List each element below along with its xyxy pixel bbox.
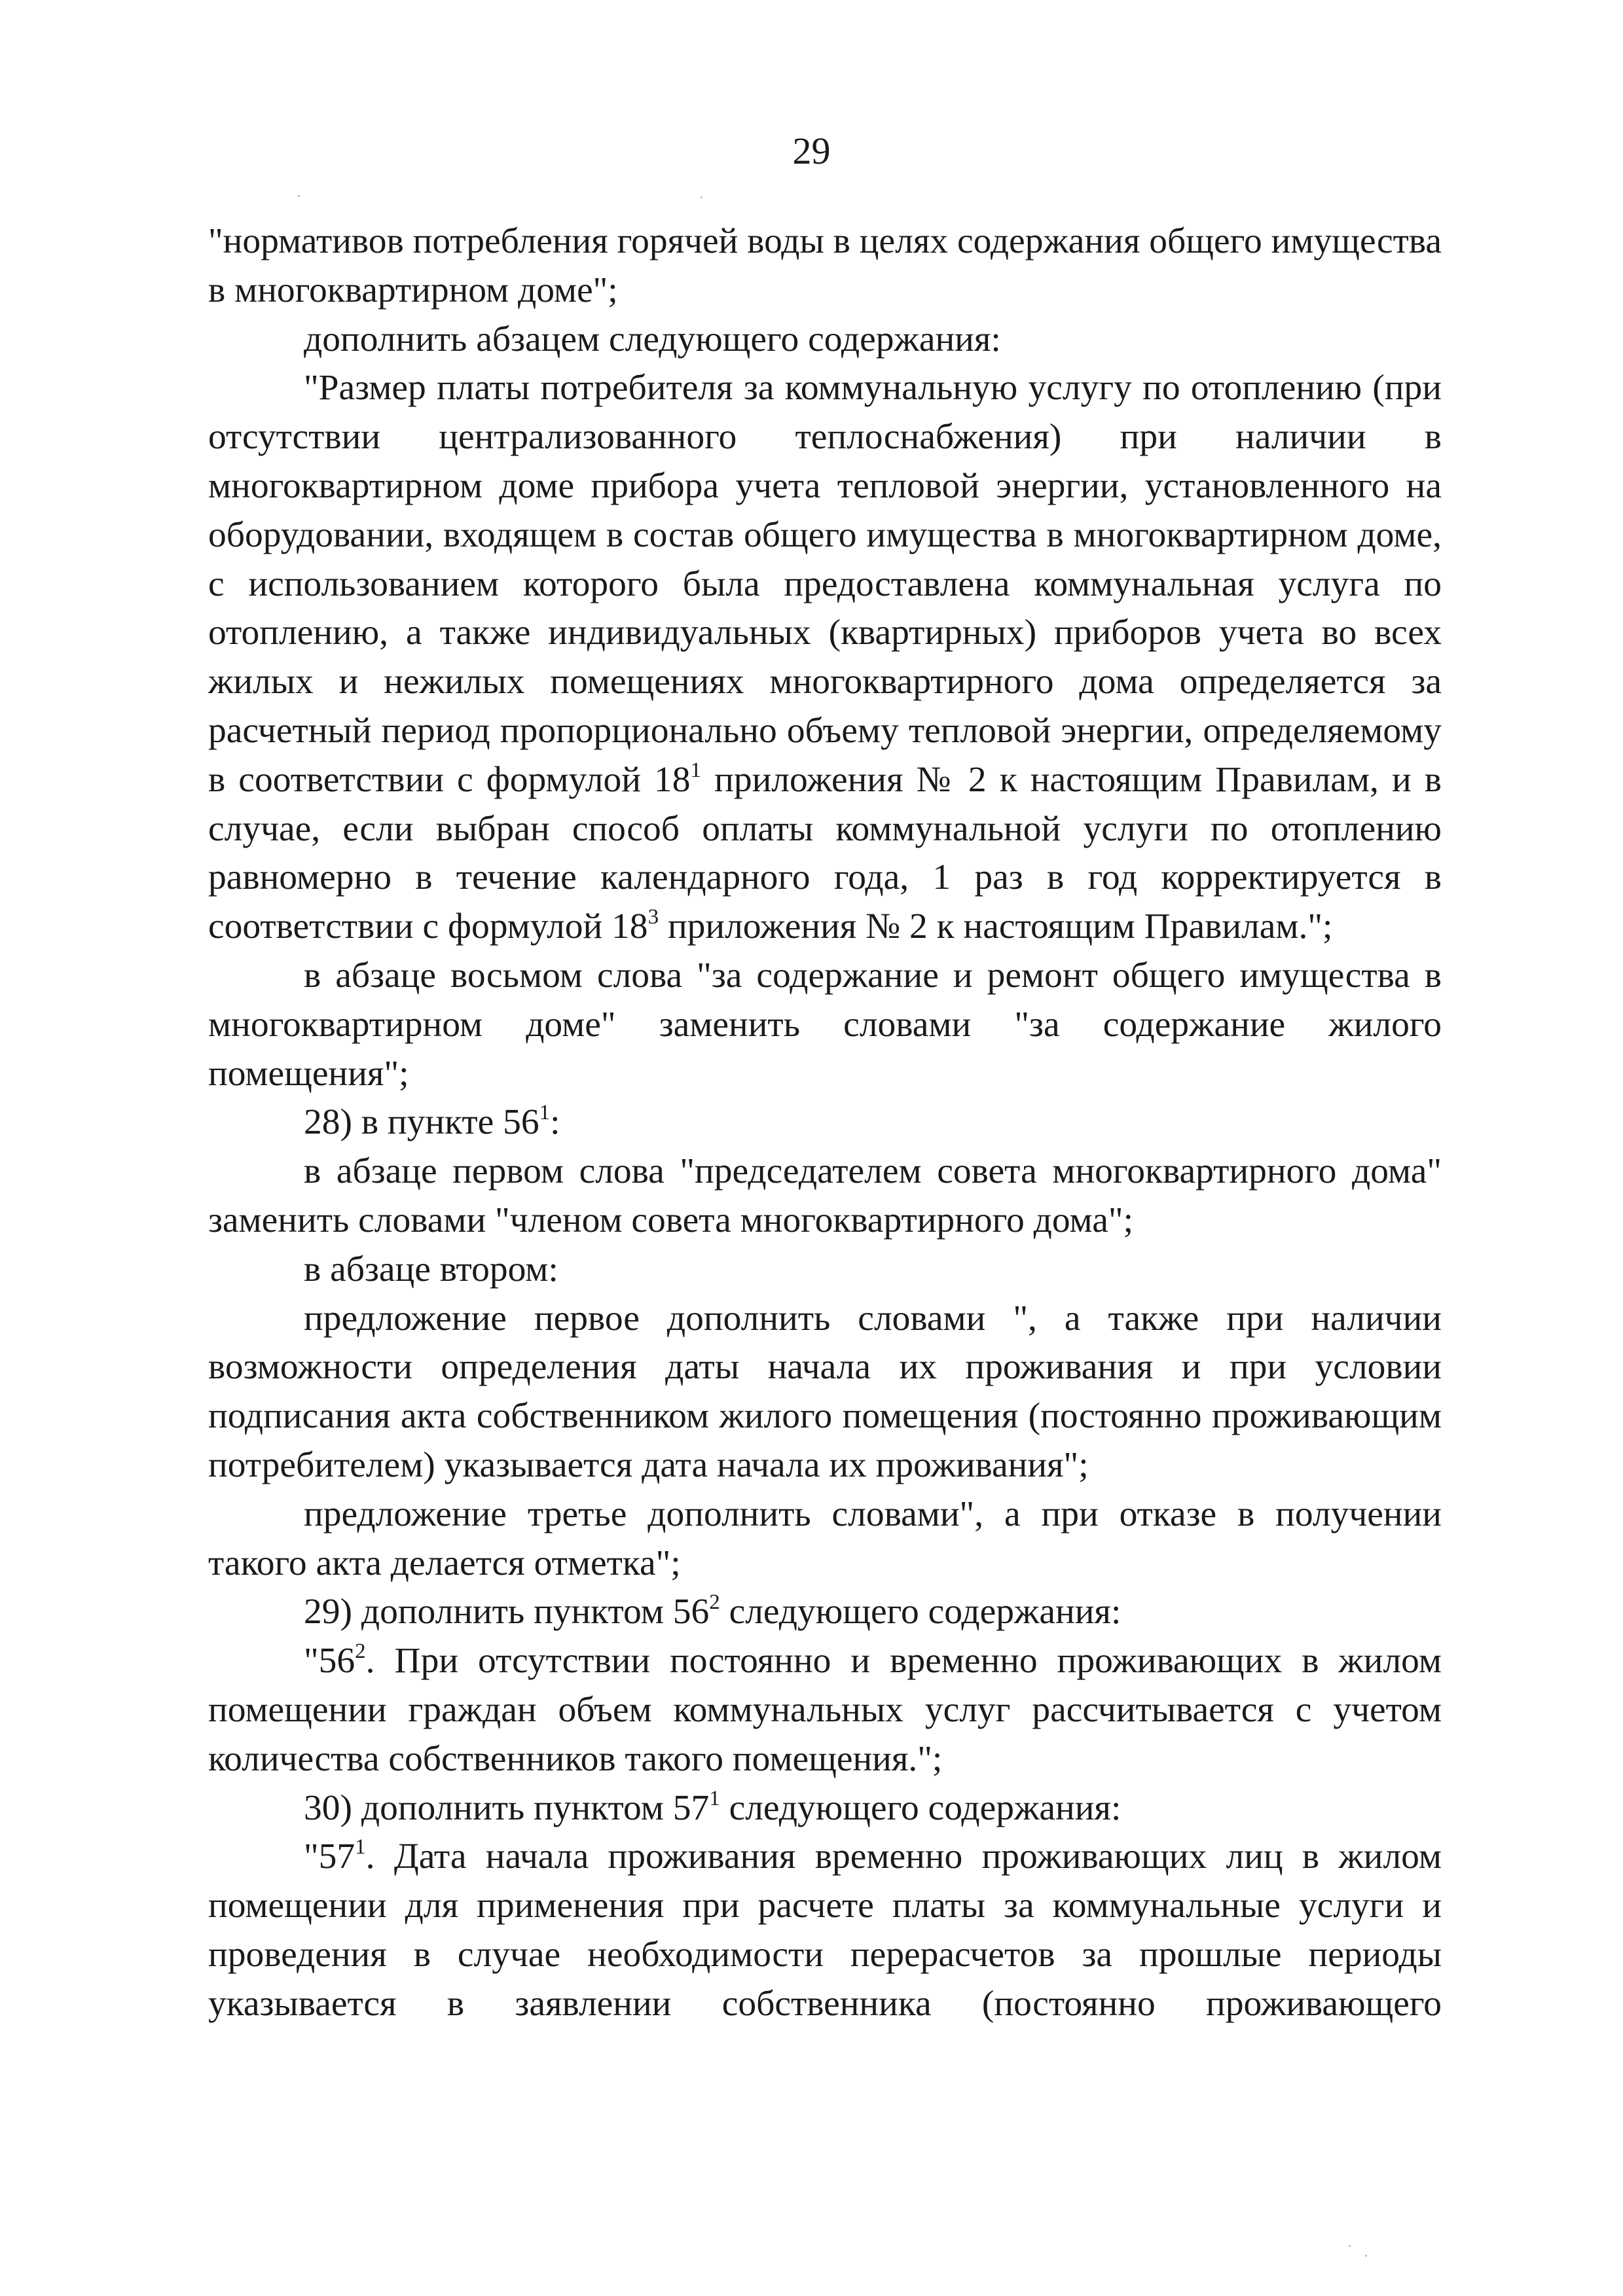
paragraph-3-part-1: "Размер платы потребителя за коммунальную услугу по отоплению (при отсутствии централизованного теплоснабжения) при наличии в многоквартирном доме прибора учета тепловой энергии, установленного на оборудовании, входящем в состав общего имущества в многоквартирном доме, с использованием которого была предоставлена коммунальная услуга по отоплению, а также индивидуальных (квартирных) приборов учета во всех жилых и нежилых помещениях многоквартирного дома определяется за расчетный период пропорционально объему тепловой энергии, определяемому в соответствии с формулой 18 [208, 368, 1442, 800]
paragraph-7: в абзаце втором: [304, 1249, 558, 1289]
paragraph-11-part-1: "56 [304, 1641, 356, 1681]
scan-speck [298, 195, 300, 197]
paragraph-5 [208, 1098, 1442, 1147]
paragraph-3 [208, 364, 1442, 952]
paragraph-3-part-3: приложения № 2 к настоящим Правилам."; [659, 906, 1333, 947]
paragraph-13 [208, 1833, 1442, 2028]
item-28-colon: : [550, 1102, 560, 1143]
paragraph-8: предложение первое дополнить словами ", а также при наличии возможности определения даты начала их проживания и при условии подписания акта собственником жилого помещения (постоянно проживающим потребителем) указывается дата начала их проживания"; [208, 1298, 1442, 1485]
paragraph-12 [208, 1784, 1442, 1833]
paragraph-4: в абзаце восьмом слова "за содержание и ремонт общего имущества в многоквартирном доме" заменить словами "за содержание жилого помещения"; [208, 955, 1442, 1094]
paragraph-11-part-2: . При отсутствии постоянно и временно проживающих в жилом помещении граждан объем коммунальных услуг рассчитывается с учетом количества собственников такого помещения."; [208, 1641, 1442, 1779]
superscript: 2 [709, 1590, 720, 1615]
paragraph-13-part-2: . Дата начала проживания временно проживающих лиц в жилом помещении для применения при расчете платы за коммунальные услуги и проведения в случае необходимости перерасчетов за прошлые периоды указывается в заявлении собственника (постоянно проживающего [208, 1837, 1442, 2024]
paragraph-1: "нормативов потребления горячей воды в целях содержания общего имущества в многоквартирном доме"; [208, 221, 1442, 310]
paragraph-6: в абзаце первом слова "председателем совета многоквартирного дома" заменить словами "членом совета многоквартирного дома"; [208, 1151, 1442, 1240]
superscript: 2 [355, 1640, 366, 1664]
superscript: 1 [539, 1101, 551, 1125]
item-30-tail: следующего содержания: [720, 1787, 1122, 1828]
scan-speck [701, 196, 702, 198]
paragraph-9: предложение третье дополнить словами", а при отказе в получении такого акта делается отметка"; [208, 1494, 1442, 1583]
item-28-heading: 28) в пункте 56 [304, 1102, 539, 1143]
paragraph-11 [208, 1637, 1442, 1784]
paragraph-13-part-1: "57 [304, 1837, 356, 1877]
paragraph-3-part-2: приложения № 2 к настоящим Правилам, и в случае, если выбран способ оплаты коммунальной услуги по отоплению равномерно в течение календарного года, 1 раз в год корректируется в соответствии с формулой 18 [208, 759, 1442, 947]
superscript: 1 [690, 758, 702, 782]
item-30-heading: 30) дополнить пунктом 57 [304, 1787, 710, 1828]
page-number: 29 [792, 130, 831, 172]
paragraph-2: дополнить абзацем следующего содержания: [304, 319, 1001, 359]
document-body [208, 217, 1442, 2028]
superscript: 1 [355, 1835, 366, 1859]
superscript: 1 [709, 1786, 720, 1810]
item-29-heading: 29) дополнить пунктом 56 [304, 1592, 710, 1632]
superscript: 3 [647, 905, 659, 929]
item-29-tail: следующего содержания: [720, 1592, 1122, 1632]
scan-speck [1365, 2255, 1367, 2257]
scan-speck [1349, 2245, 1351, 2247]
paragraph-10 [208, 1588, 1442, 1637]
